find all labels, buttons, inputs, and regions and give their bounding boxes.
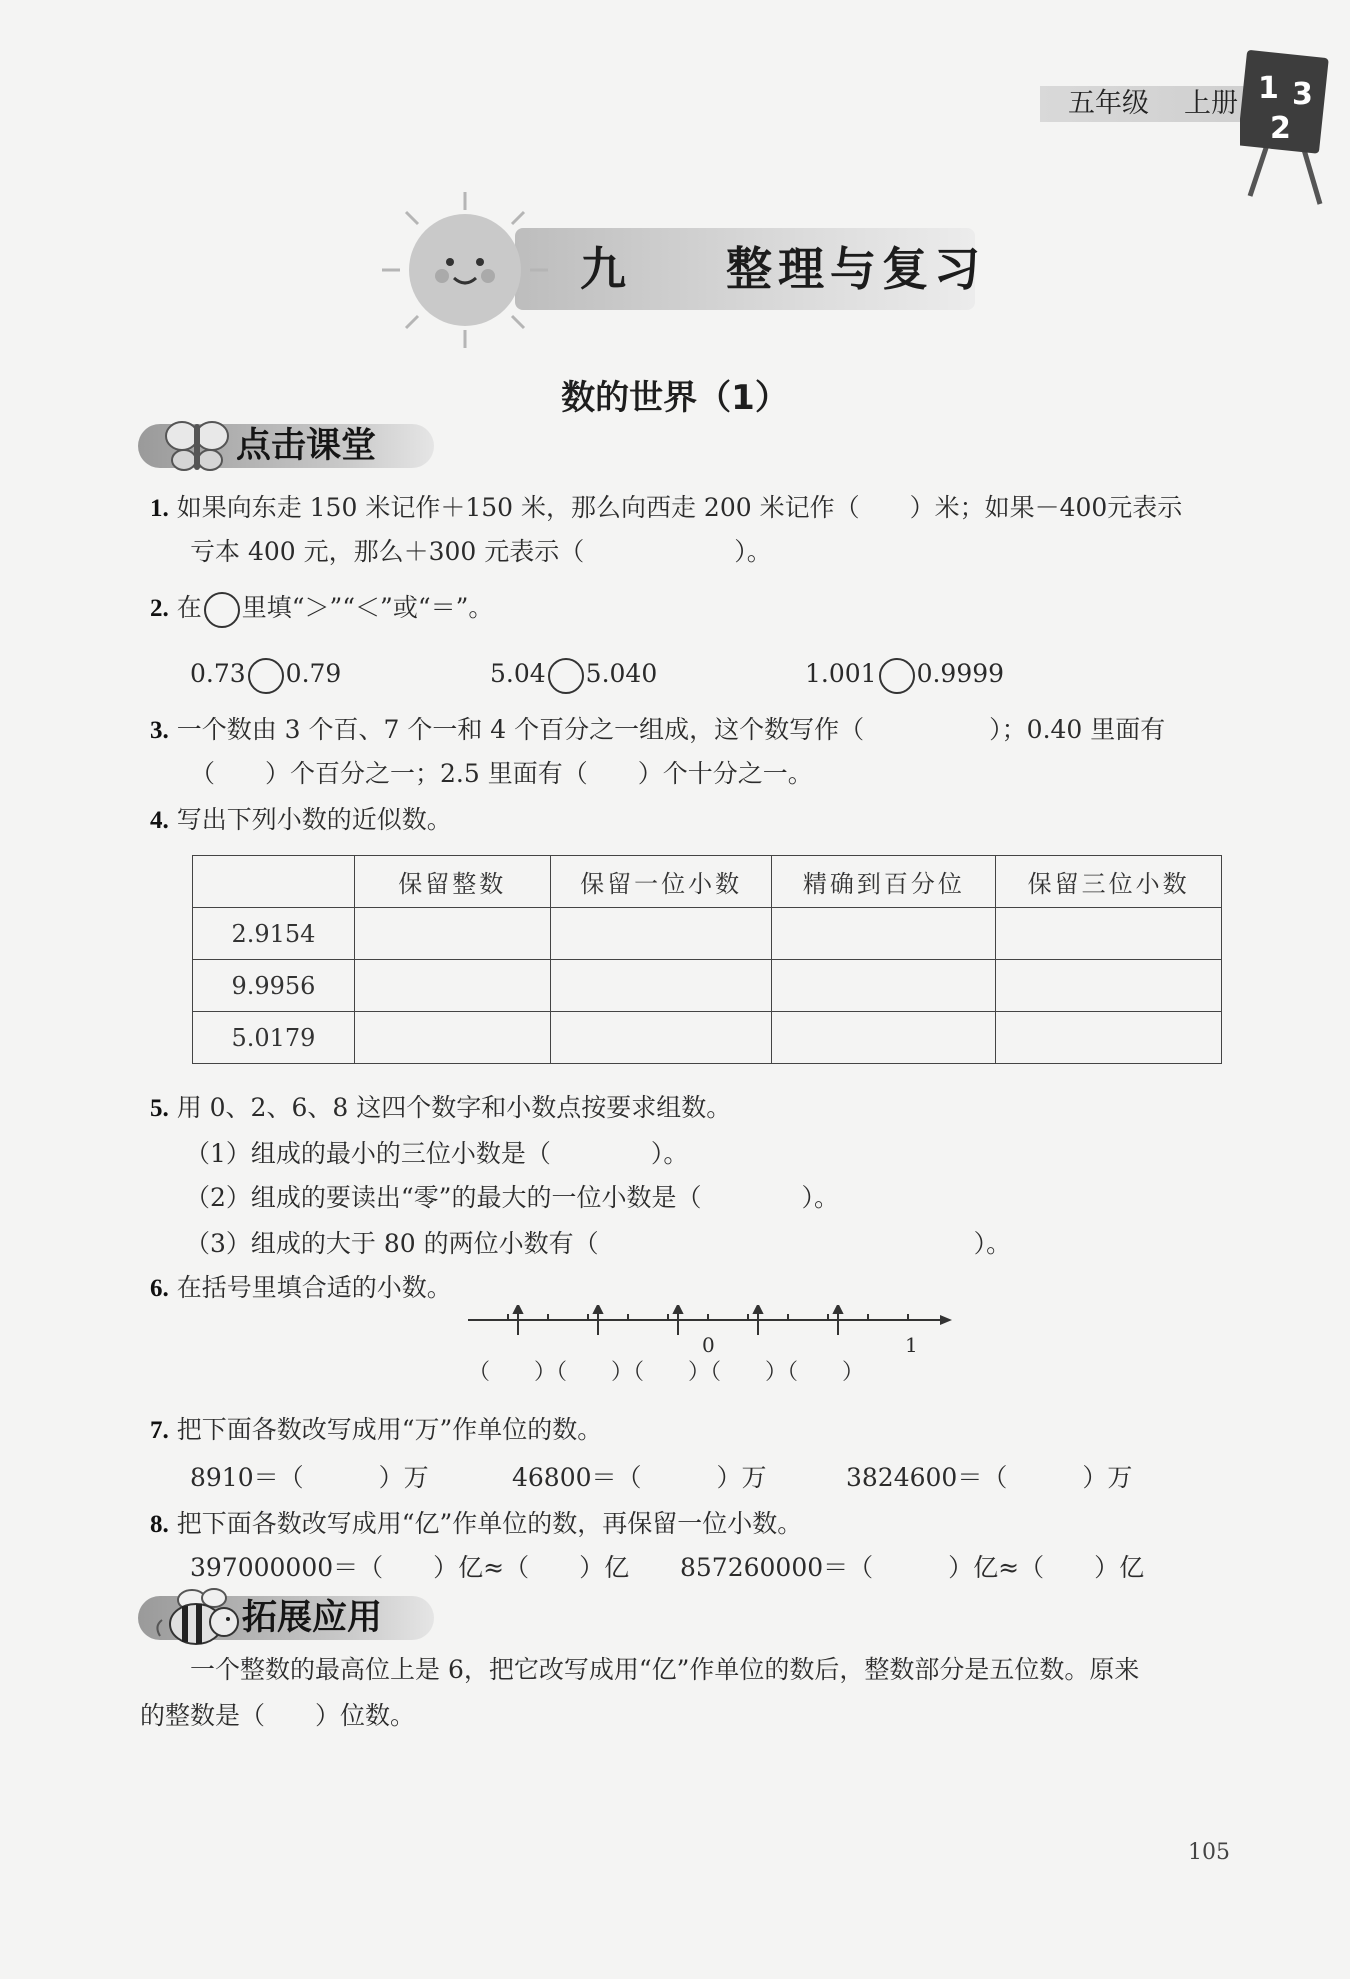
question-text-post: 里填“＞”“＜”或“＝”。 bbox=[241, 593, 494, 622]
number-line-blanks: （ ）（ ）（ ）（ ）（ ） bbox=[468, 1360, 865, 1385]
compare-circle[interactable] bbox=[879, 658, 915, 694]
question-number: 1. bbox=[150, 495, 169, 522]
answer-cell[interactable] bbox=[772, 1012, 996, 1064]
compare-right: 5.040 bbox=[585, 659, 658, 688]
section-extension-label: 拓展应用 bbox=[242, 1598, 383, 1638]
number-line-zero-label: 0 bbox=[702, 1333, 715, 1357]
compare-right: 0.9999 bbox=[916, 659, 1005, 688]
question-number: 6. bbox=[150, 1275, 169, 1302]
table-header: 保留整数 bbox=[354, 856, 550, 908]
question-7-item-3: 3824600＝（ ）万 bbox=[846, 1463, 1133, 1492]
table-header-row bbox=[193, 856, 1222, 908]
answer-cell[interactable] bbox=[550, 960, 772, 1012]
unit-number: 九 bbox=[580, 242, 632, 296]
question-4 bbox=[150, 802, 452, 839]
answer-cell[interactable] bbox=[772, 960, 996, 1012]
chalkboard-icon bbox=[1240, 46, 1330, 206]
question-3-line-2: （ ）个百分之一；2.5 里面有（ ）个十分之一。 bbox=[190, 759, 813, 788]
section-extension bbox=[138, 1590, 438, 1644]
question-number: 7. bbox=[150, 1417, 169, 1444]
compare-circle bbox=[204, 592, 240, 628]
table-header bbox=[193, 856, 355, 908]
question-text: 把下面各数改写成用“亿”作单位的数，再保留一位小数。 bbox=[176, 1509, 803, 1538]
question-number: 8. bbox=[150, 1511, 169, 1538]
question-3-line-1 bbox=[150, 712, 1165, 749]
table-row bbox=[193, 1012, 1222, 1064]
row-number: 9.9956 bbox=[193, 960, 355, 1012]
compare-left: 5.04 bbox=[490, 659, 546, 688]
compare-item-2 bbox=[490, 654, 657, 694]
number-line-one-label: 1 bbox=[905, 1333, 918, 1357]
question-8-item-2: 857260000＝（ ）亿≈（ ）亿 bbox=[680, 1553, 1145, 1582]
question-number: 3. bbox=[150, 717, 169, 744]
answer-cell[interactable] bbox=[996, 1012, 1222, 1064]
compare-left: 1.001 bbox=[805, 659, 877, 688]
butterfly-icon bbox=[162, 414, 232, 476]
answer-cell[interactable] bbox=[996, 960, 1222, 1012]
question-text: 用 0、2、6、8 这四个数字和小数点按要求组数。 bbox=[176, 1093, 732, 1122]
unit-name: 整理与复习 bbox=[726, 242, 987, 296]
question-7 bbox=[150, 1412, 602, 1449]
compare-circle[interactable] bbox=[548, 658, 584, 694]
compare-left: 0.73 bbox=[190, 659, 246, 688]
svg-text:1: 1 bbox=[1258, 71, 1279, 106]
answer-cell[interactable] bbox=[772, 908, 996, 960]
answer-cell[interactable] bbox=[354, 908, 550, 960]
table-row bbox=[193, 908, 1222, 960]
volume-label: 上册 bbox=[1184, 88, 1238, 119]
table-row bbox=[193, 960, 1222, 1012]
page-number: 105 bbox=[1188, 1840, 1230, 1865]
compare-right: 0.79 bbox=[285, 659, 342, 688]
question-1-line-1 bbox=[150, 490, 1182, 527]
approximation-table bbox=[192, 855, 1222, 1064]
svg-text:3: 3 bbox=[1292, 77, 1313, 112]
compare-circle[interactable] bbox=[248, 658, 284, 694]
svg-text:2: 2 bbox=[1270, 111, 1291, 146]
extension-problem-line-1: 一个整数的最高位上是 6，把它改写成用“亿”作单位的数后，整数部分是五位数。原来 bbox=[190, 1655, 1140, 1684]
compare-item-3 bbox=[805, 654, 1004, 694]
section-classroom bbox=[138, 418, 438, 472]
unit-title bbox=[580, 228, 986, 310]
question-number: 4. bbox=[150, 807, 169, 834]
lesson-subtitle: 数的世界（1） bbox=[561, 378, 789, 418]
question-number: 2. bbox=[150, 595, 169, 622]
bee-icon bbox=[152, 1586, 242, 1648]
question-7-item-2: 46800＝（ ）万 bbox=[512, 1463, 767, 1492]
table-header: 精确到百分位 bbox=[772, 856, 996, 908]
question-text-pre: 在 bbox=[176, 593, 202, 622]
answer-cell[interactable] bbox=[550, 1012, 772, 1064]
question-text: 写出下列小数的近似数。 bbox=[176, 805, 452, 834]
question-text: 在括号里填合适的小数。 bbox=[176, 1273, 452, 1302]
question-5-sub-3: （3）组成的大于 80 的两位小数有（ ）。 bbox=[185, 1229, 1012, 1258]
row-number: 5.0179 bbox=[193, 1012, 355, 1064]
question-5-sub-1: （1）组成的最小的三位小数是（ ）。 bbox=[185, 1139, 689, 1168]
question-8-item-1: 397000000＝（ ）亿≈（ ）亿 bbox=[190, 1553, 630, 1582]
question-6 bbox=[150, 1270, 452, 1307]
question-2 bbox=[150, 590, 493, 628]
question-7-item-1: 8910＝（ ）万 bbox=[190, 1463, 429, 1492]
grade-label: 五年级 bbox=[1068, 88, 1149, 119]
section-classroom-label: 点击课堂 bbox=[236, 426, 377, 466]
question-text: 如果向东走 150 米记作＋150 米，那么向西走 200 米记作（ ）米；如果－400元表示 bbox=[176, 493, 1183, 522]
compare-item-1 bbox=[190, 654, 341, 694]
sun-icon bbox=[380, 190, 550, 350]
table-header: 保留三位小数 bbox=[996, 856, 1222, 908]
answer-cell[interactable] bbox=[550, 908, 772, 960]
answer-cell[interactable] bbox=[354, 960, 550, 1012]
question-5 bbox=[150, 1090, 731, 1127]
answer-cell[interactable] bbox=[996, 908, 1222, 960]
question-number: 5. bbox=[150, 1095, 169, 1122]
question-1-line-2: 亏本 400 元，那么＋300 元表示（ ）。 bbox=[190, 537, 772, 566]
row-number: 2.9154 bbox=[193, 908, 355, 960]
table-header: 保留一位小数 bbox=[550, 856, 772, 908]
question-text: 一个数由 3 个百、7 个一和 4 个百分之一组成，这个数写作（ ）；0.40 里面有 bbox=[176, 715, 1166, 744]
extension-problem-line-2: 的整数是（ ）位数。 bbox=[140, 1701, 416, 1730]
answer-cell[interactable] bbox=[354, 1012, 550, 1064]
question-8 bbox=[150, 1506, 802, 1543]
question-text: 把下面各数改写成用“万”作单位的数。 bbox=[176, 1415, 603, 1444]
question-5-sub-2: （2）组成的要读出“零”的最大的一位小数是（ ）。 bbox=[185, 1183, 839, 1212]
